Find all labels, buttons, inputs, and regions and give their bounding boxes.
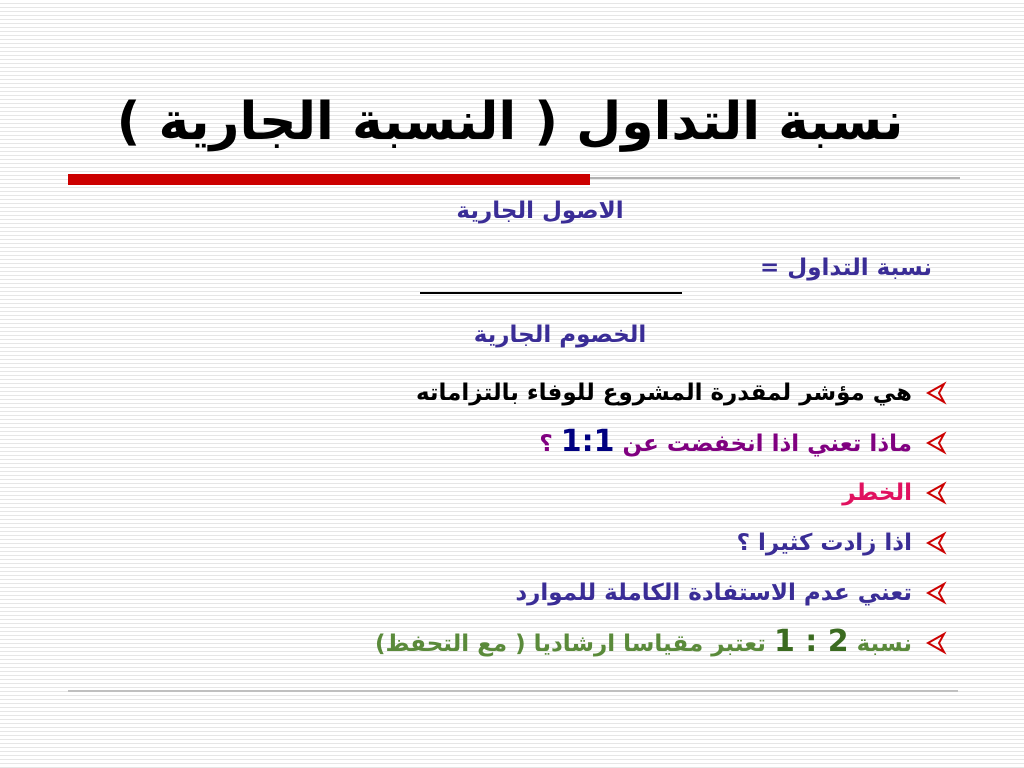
ratio-value: 2 : 1	[773, 624, 849, 659]
title-underline-gray	[590, 177, 960, 179]
bullet-item	[188, 518, 948, 568]
bullet-text	[375, 624, 912, 659]
bullet-item	[188, 618, 948, 668]
chevron-bullet-icon	[924, 531, 948, 555]
bullet-text: تعني عدم الاستفادة الكاملة للموارد	[515, 580, 912, 606]
bullet-text-part: نسبة	[856, 631, 912, 657]
title-underline-red	[68, 174, 590, 185]
formula-denominator: الخصوم الجارية	[473, 322, 647, 348]
chevron-bullet-icon	[924, 581, 948, 605]
formula-numerator: الاصول الجارية	[456, 198, 624, 224]
slide-title: نسبة التداول ( النسبة الجارية )	[116, 92, 904, 152]
ratio-value: 1:1	[560, 424, 615, 459]
bullet-text: اذا زادت كثيرا ؟	[736, 530, 912, 556]
bullet-item	[188, 418, 948, 468]
bullet-text-part: تعتبر مقياسا ارشاديا ( مع التحفظ)	[375, 631, 766, 657]
fraction-line	[420, 292, 682, 294]
formula-label: نسبة التداول =	[760, 255, 932, 281]
bullet-text-part: ماذا تعني اذا انخفضت عن	[622, 431, 912, 457]
bullet-text: الخطر	[842, 480, 912, 506]
bullet-text: هي مؤشر لمقدرة المشروع للوفاء بالتزاماته	[415, 380, 912, 406]
chevron-bullet-icon	[924, 481, 948, 505]
footer-divider	[68, 690, 958, 692]
question-mark: ؟	[539, 431, 553, 457]
bullet-item	[188, 468, 948, 518]
chevron-bullet-icon	[924, 431, 948, 455]
bullet-item	[188, 368, 948, 418]
bullet-item	[188, 568, 948, 618]
bullet-text	[539, 424, 912, 459]
chevron-bullet-icon	[924, 381, 948, 405]
chevron-bullet-icon	[924, 631, 948, 655]
bullet-list	[188, 368, 948, 668]
